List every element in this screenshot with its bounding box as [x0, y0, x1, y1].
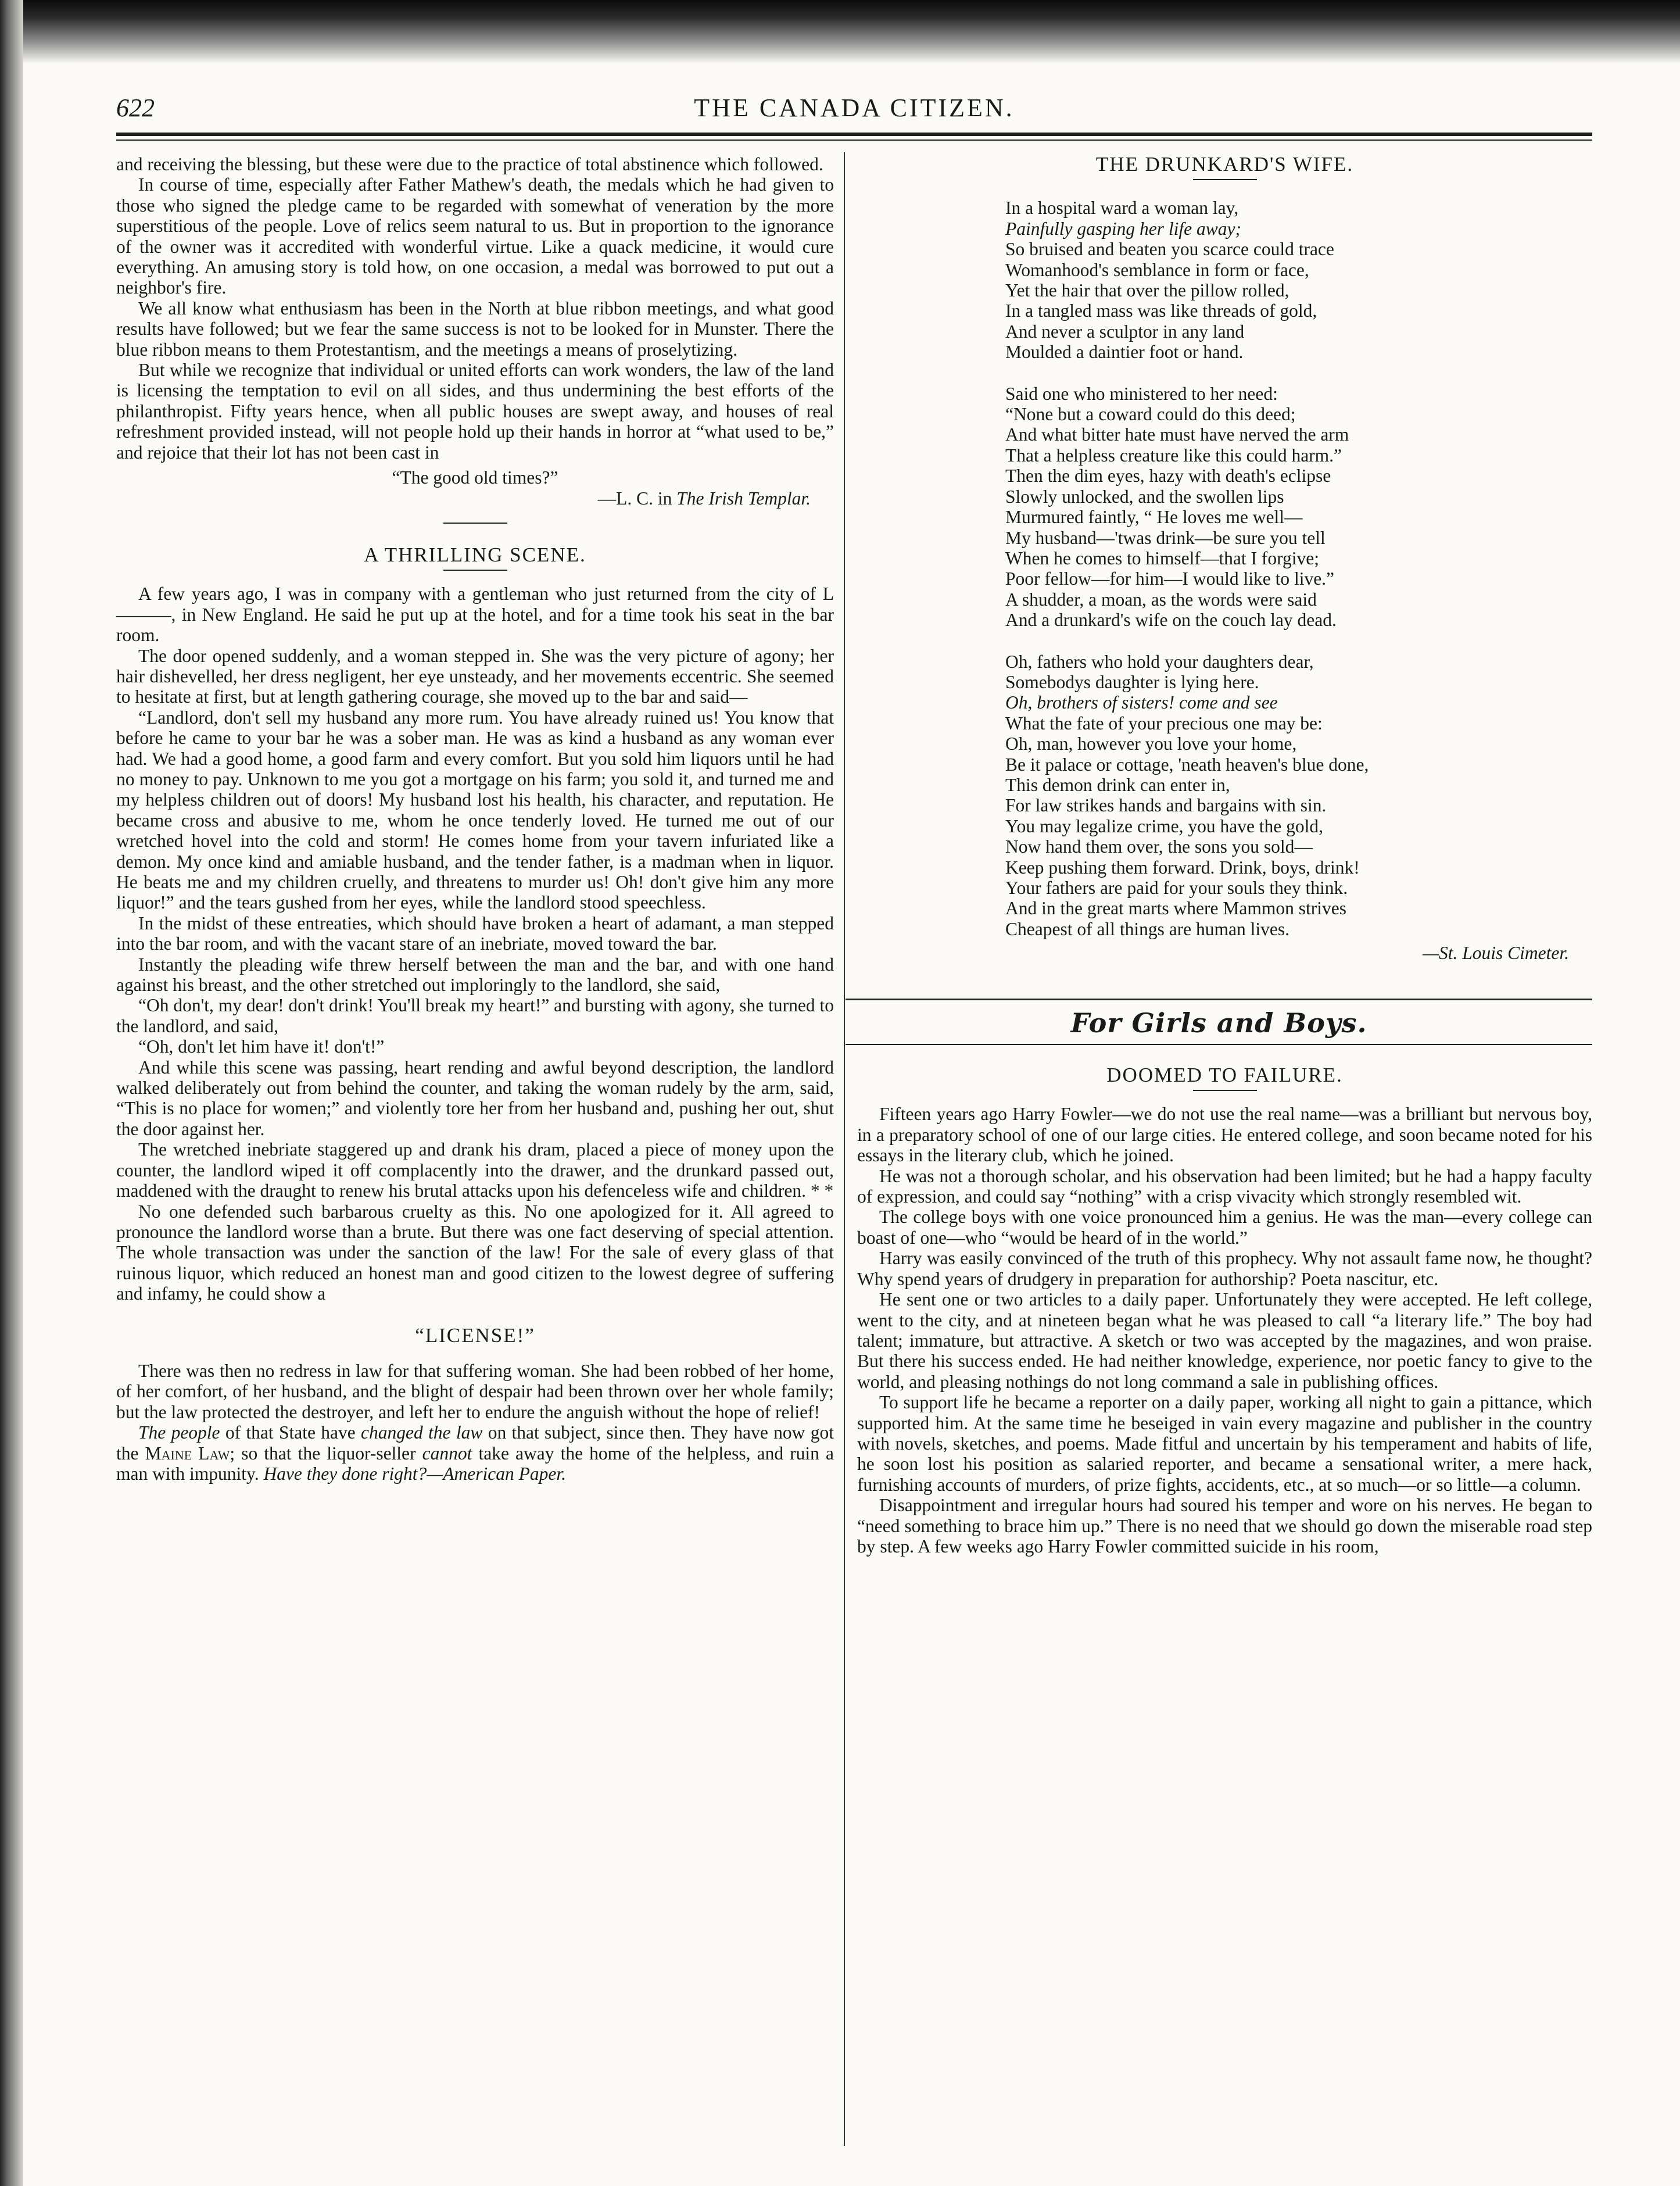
poem-line: Murmured faintly, “ He loves me well—: [1005, 507, 1303, 528]
paragraph: The college boys with one voice pronounced him a genius. He was the man—every college can boast of one—who “would be heard of in the world.”: [857, 1207, 1592, 1248]
poem-line: Oh, man, however you love your home,: [1005, 734, 1297, 754]
poem-line: A shudder, a moan, as the words were said: [1005, 589, 1317, 610]
poem-line: So bruised and beaten you scarce could trace: [1005, 239, 1334, 260]
poem-line: And a drunkard's wife on the couch lay dead.: [1005, 610, 1337, 631]
poem-line: And in the great marts where Mammon strives: [1005, 898, 1346, 919]
poem-stanza: [1005, 652, 1592, 940]
poem-line: Yet the hair that over the pillow rolled,: [1005, 280, 1289, 301]
paragraph: He sent one or two articles to a daily paper. Unfortunately they were accepted. He left college, went to the city, and at nineteen began what he was pleased to call “a literary life.” The boy had talent; immature, but attractive. A sketch or two was accepted by the magazines, and won praise. But there his success ended. He had neither knowledge, experience, nor poetic fancy to give to the world, and pleasing nothings do not long command a sale in publishing offices.: [857, 1289, 1592, 1392]
poem-line: Slowly unlocked, and the swollen lips: [1005, 486, 1284, 507]
paragraph: A few years ago, I was in company with a gentleman who just returned from the city of L———, in New England. He said he put up at the hotel, and for a time took his seat in the bar room.: [116, 584, 834, 646]
department-banner: [846, 999, 1592, 1045]
department-title: For Girls and Boys.: [1070, 1007, 1367, 1039]
poem: [857, 198, 1592, 939]
poem-line: What the fate of your precious one may be:: [1005, 713, 1323, 734]
poem-line: And never a sculptor in any land: [1005, 321, 1245, 342]
poem-line: When he comes to himself—that I forgive;: [1005, 548, 1320, 568]
scan-top-edge: [0, 0, 1680, 64]
attribution-source: The Irish Templar.: [676, 488, 811, 509]
poem-line: In a tangled mass was like threads of gold,: [1005, 300, 1317, 321]
poem-line: In a hospital ward a woman lay,: [1005, 198, 1239, 219]
paragraph: Instantly the pleading wife threw herself between the man and the bar, and with one hand against his breast, and the other stretched out imploringly to the landlord, she said,: [116, 954, 834, 996]
poem-attribution: —St. Louis Cimeter.: [1422, 943, 1569, 964]
right-column: [857, 154, 1592, 1557]
paragraph: [116, 1422, 834, 1484]
poem-line: Be it palace or cottage, 'neath heaven's blue done,: [1005, 754, 1369, 775]
poem-title: THE DRUNKARD'S WIFE.: [1095, 153, 1354, 176]
poem-line: Keep pushing them forward. Drink, boys, drink!: [1005, 857, 1360, 878]
poem-line: This demon drink can enter in,: [1005, 774, 1230, 795]
paragraph: “Oh, don't let him have it! don't!”: [138, 1036, 385, 1057]
poem-line: Poor fellow—for him—I would like to live.”: [1005, 568, 1335, 589]
paragraph: No one defended such barbarous cruelty as this. No one apologized for it. All agreed to pronounce the landlord worse than a brute. But there was one fact deserving of special attention. The whole transaction was under the sanction of the law! For the sale of every glass of that ruinous liquor, which reduced an honest man and good citizen to the lowest degree of suffering and infamy, he could show a: [116, 1201, 834, 1304]
poem-line: For law strikes hands and bargains with sin.: [1005, 795, 1327, 816]
page-header: [116, 93, 1592, 126]
poem-line: Oh, brothers of sisters! come and see: [1005, 692, 1278, 713]
poem-line: Then the dim eyes, hazy with death's eclipse: [1005, 466, 1331, 486]
paragraph: In the midst of these entreaties, which should have broken a heart of adamant, a man stepped into the bar room, and with the vacant stare of an inebriate, moved toward the bar.: [116, 913, 834, 954]
title-rule: [1193, 1090, 1257, 1091]
paragraph: And while this scene was passing, heart rending and awful beyond description, the landlord walked deliberately out from behind the counter, and taking the woman rudely by the arm, said, “This is no place for women;” and violently tore her from her husband and, pushing her out, shut the door against her.: [116, 1057, 834, 1139]
article-title: A THRILLING SCENE.: [364, 543, 586, 566]
story-title: DOOMED TO FAILURE.: [1106, 1064, 1343, 1087]
header-rule-thick: [116, 133, 1592, 136]
paragraph: “Oh don't, my dear! don't drink! You'll break my heart!” and bursting with agony, she turned to the landlord, and said,: [116, 995, 834, 1036]
paragraph: Harry was easily convinced of the truth of this prophecy. Why not assault fame now, he thought? Why spend years of drudgery in preparation for authorship? Poeta nascitur, etc.: [857, 1248, 1592, 1289]
title-rule: [1193, 179, 1257, 180]
poem-line: “None but a coward could do this deed;: [1005, 404, 1296, 425]
poem-line: Painfully gasping her life away;: [1005, 218, 1241, 239]
column-divider: [844, 152, 845, 2146]
poem-line: And what bitter hate must have nerved the arm: [1005, 424, 1349, 445]
paragraph: We all know what enthusiasm has been in the North at blue ribbon meetings, and what good results have followed; but we fear the same success is not to be looked for in Munster. There the blue ribbon means to them Protestantism, and the meetings a means of proselytizing.: [116, 298, 834, 360]
paragraph: In course of time, especially after Father Mathew's death, the medals which he had given to those who signed the pledge came to be regarded with somewhat of veneration by the more superstitious of the people. Love of relics seem natural to us. But in proportion to the ignorance of the owner was it accredited with wonderful virtue. Like a quack medicine, it would cure everything. An amusing story is told how, on one occasion, a medal was borrowed to put out a neighbor's fire.: [116, 174, 834, 298]
scan-spine-edge: [0, 0, 23, 2186]
text-run: changed the law: [361, 1422, 483, 1443]
poem-line: Cheapest of all things are human lives.: [1005, 918, 1290, 939]
poem-line: Your fathers are paid for your souls they think.: [1005, 878, 1348, 898]
text-run: on that subject, since then. They have now got the: [116, 1422, 834, 1464]
attribution-prefix: —L. C. in: [597, 488, 677, 509]
poem-stanza: [1005, 384, 1592, 631]
poem-line: Said one who ministered to her need:: [1005, 383, 1278, 404]
paragraph: But while we recognize that individual or united efforts can work wonders, the law of the land is licensing the temptation to evil on all sides, and thus undermining the best efforts of the philanthropist. Fifty years hence, when all public houses are swept away, and houses of real refreshment provided instead, will not people hold up their hands in horror at “what used to be,” and rejoice that their lot has not been cast in: [116, 360, 834, 463]
header-rule-thin: [116, 139, 1592, 141]
poem-line: Somebodys daughter is lying here.: [1005, 671, 1259, 692]
text-run: cannot: [422, 1443, 472, 1464]
paragraph: and receiving the blessing, but these were due to the practice of total abstinence which followed.: [116, 154, 823, 174]
poem-stanza: [1005, 198, 1592, 362]
paragraph: The door opened suddenly, and a woman stepped in. She was the very picture of agony; her hair dishevelled, her dress negligent, her eye unsteady, and her movements eccentric. She seemed to hesitate at first, but at length gathering courage, she moved up to the bar and said—: [116, 645, 834, 707]
attribution: [116, 488, 834, 509]
text-run: Maine Law: [145, 1443, 230, 1464]
poem-line: Oh, fathers who hold your daughters dear,: [1005, 651, 1314, 672]
text-run: of that State have: [220, 1422, 361, 1443]
text-run: take away the home of the helpless, and ruin a man with impunity.: [116, 1443, 834, 1484]
title-rule: [443, 570, 507, 571]
paragraph: He was not a thorough scholar, and his observation had been limited; but he had a happy faculty of expression, and could say “nothing” with a crisp vivacity which strongly resembled wit.: [857, 1165, 1592, 1207]
paragraph: To support life he became a reporter on a daily paper, working all night to gain a pittance, which supported him. At the same time he beseiged in vain every magazine and publisher in the country with novels, sketches, and poems. Made fitful and uncertain by his temperament and habits of life, he soon lost his position as salaried reporter, and became a sensational writer, a mere hack, furnishing accounts of murders, of prize fights, accidents, etc., at so much—or so little—a column.: [857, 1392, 1592, 1495]
poem-line: Now hand them over, the sons you sold—: [1005, 836, 1313, 857]
paragraph: Fifteen years ago Harry Fowler—we do not use the real name—was a brilliant but nervous boy, in a preparatory school of one of our large cities. He entered college, and soon became noted for his essays in the literary club, which he joined.: [857, 1104, 1592, 1166]
paragraph: “Landlord, don't sell my husband any more rum. You have already ruined us! You know that before he came to your bar he was a sober man. He was as kind a husband as any woman ever had. We had a good home, a good farm and every comfort. But you sold him liquors until he had no money to pay. Unknown to me you got a mortgage on his farm; you sold it, and turned me and my helpless children out of doors! My husband lost his health, his character, and reputation. He became cross and abusive to me, whom he once tenderly loved. He turned me out of our wretched hovel into the cold and storm! He comes home from your tavern infuriated like a demon. My once kind and amiable husband, and the tender father, is a madman when in liquor. He beats me and my children cruelly, and threatens to murder us! Oh! don't give him any more liquor!” and the tears gushed from her eyes, while the landlord stood speechless.: [116, 707, 834, 913]
page-number: 622: [116, 94, 155, 122]
poem-line: Moulded a daintier foot or hand.: [1005, 342, 1244, 363]
poem-line: You may legalize crime, you have the gold,: [1005, 815, 1324, 836]
paragraph: The wretched inebriate staggered up and drank his dram, placed a piece of money upon the counter, the landlord wiped it off complacently into the drawer, and the drunkard passed out, maddened with the draught to renew his brutal attacks upon his defenceless wife and children. * *: [116, 1139, 834, 1201]
poem-line: My husband—'twas drink—be sure you tell: [1005, 527, 1326, 548]
left-column: [116, 154, 834, 1484]
quote-line: “The good old times?”: [392, 467, 558, 488]
department-rule-bottom: [846, 1044, 1592, 1045]
section-rule: [443, 523, 507, 524]
license-heading: “LICENSE!”: [415, 1323, 535, 1347]
text-run: Have they done right?—American Paper.: [263, 1463, 566, 1484]
newspaper-title: THE CANADA CITIZEN.: [694, 94, 1015, 122]
paragraph: Disappointment and irregular hours had soured his temper and wore on his nerves. He began to “need something to brace him up.” There is no need that we should go down the miserable road step by step. A few weeks ago Harry Fowler committed suicide in his room,: [857, 1495, 1592, 1557]
poem-line: Womanhood's semblance in form or face,: [1005, 259, 1309, 280]
paragraph: There was then no redress in law for that suffering woman. She had been robbed of her home, of her comfort, of her husband, and the blight of despair had been thrown over her whole family; but the law protected the destroyer, and left her to endure the anguish without the hope of relief!: [116, 1360, 834, 1422]
text-run: ; so that the liquor-seller: [230, 1443, 422, 1464]
text-run: The people: [138, 1422, 220, 1443]
poem-line: That a helpless creature like this could harm.”: [1005, 445, 1342, 466]
